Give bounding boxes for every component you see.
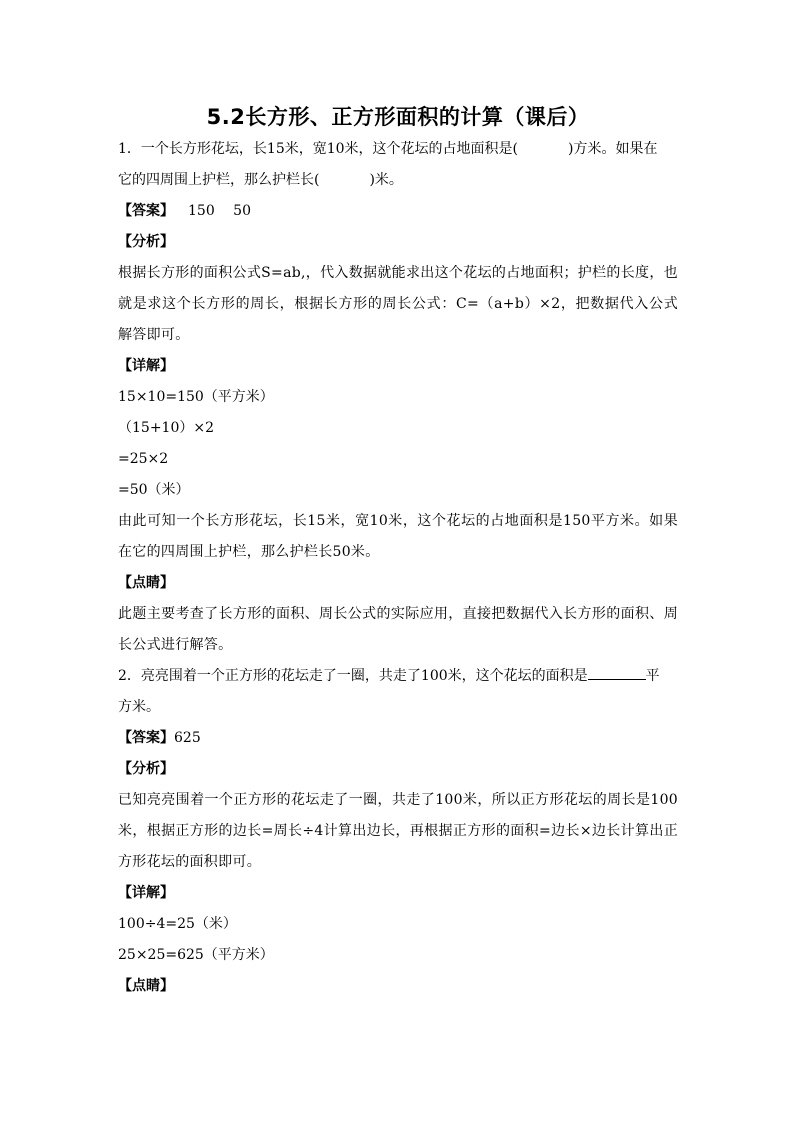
q1-detail-conclusion: 由此可知一个长方形花坛，长15米，宽10米，这个花坛的占地面积是150平方米。如果在它的四周围上护栏，那么护栏长50米。 bbox=[118, 513, 678, 560]
q1-answer bbox=[118, 196, 678, 227]
q2-analysis-text: 已知亮亮围着一个正方形的花坛走了一圈，共走了100米，所以正方形花坛的周长是100米，根据正方形的边长=周长÷4计算出边长，再根据正方形的面积=边长×边长计算出正方形花坛的面积即可。 bbox=[118, 792, 678, 870]
q1-detail-line: 15×10=150（平方米） bbox=[118, 389, 274, 405]
q1-analysis-text: 根据长方形的面积公式S=ab,，代入数据就能求出这个花坛的占地面积；护栏的长度，也就是求这个长方形的周长，根据长方形的周长公式：C=（a+b）×2，把数据代入公式解答即可。 bbox=[118, 265, 678, 343]
q1-detail-label: 【详解】 bbox=[118, 358, 174, 374]
q2-comment-label: 【点睛】 bbox=[118, 978, 174, 994]
q1-question-text-a: 1．一个长方形花坛，长15米，宽10米，这个花坛的占地面积是( bbox=[118, 141, 518, 157]
q1-question-text-c: 它的四周围上护栏，那么护栏长( bbox=[118, 172, 320, 188]
q2-analysis-label: 【分析】 bbox=[118, 761, 174, 777]
q1-question-text-d: )米。 bbox=[369, 172, 403, 188]
q2-question-text-a: 2．亮亮围着一个正方形的花坛走了一圈，共走了100米，这个花坛的面积是 bbox=[118, 668, 588, 684]
q1-comment-text: 此题主要考查了长方形的面积、周长公式的实际应用，直接把数据代入长方形的面积、周长公式进行解答。 bbox=[118, 606, 678, 653]
q1-detail-line: =50（米） bbox=[118, 482, 190, 498]
q1-question-text-b: )方米。如果在 bbox=[568, 141, 658, 157]
q2-answer-value: 625 bbox=[174, 730, 201, 746]
page-title: 5.2长方形、正方形面积的计算（课后） bbox=[206, 105, 590, 129]
q1-answer-label: 【答案】 bbox=[118, 203, 174, 219]
q1-answer-values: 150 50 bbox=[188, 203, 251, 219]
document-page bbox=[118, 100, 678, 1002]
q2-detail-line: 25×25=625（平方米） bbox=[118, 947, 274, 963]
q1-analysis-label: 【分析】 bbox=[118, 234, 174, 250]
q2-question-line-2: 方米。 bbox=[118, 699, 160, 715]
q2-answer-label: 【答案】 bbox=[118, 730, 174, 746]
q1-comment-label: 【点睛】 bbox=[118, 575, 174, 591]
q2-blank bbox=[588, 665, 646, 680]
q1-detail-line: （15+10）×2 bbox=[118, 420, 214, 436]
q1-detail-line: =25×2 bbox=[118, 451, 169, 467]
q1-question-line-2 bbox=[118, 165, 678, 196]
q2-answer bbox=[118, 723, 678, 754]
q2-question-text-b: 平 bbox=[645, 668, 660, 684]
q2-detail-label: 【详解】 bbox=[118, 885, 174, 901]
q1-question-line-1 bbox=[118, 134, 678, 165]
q2-detail-line: 100÷4=25（米） bbox=[118, 916, 237, 932]
q2-question-line-1 bbox=[118, 661, 678, 692]
